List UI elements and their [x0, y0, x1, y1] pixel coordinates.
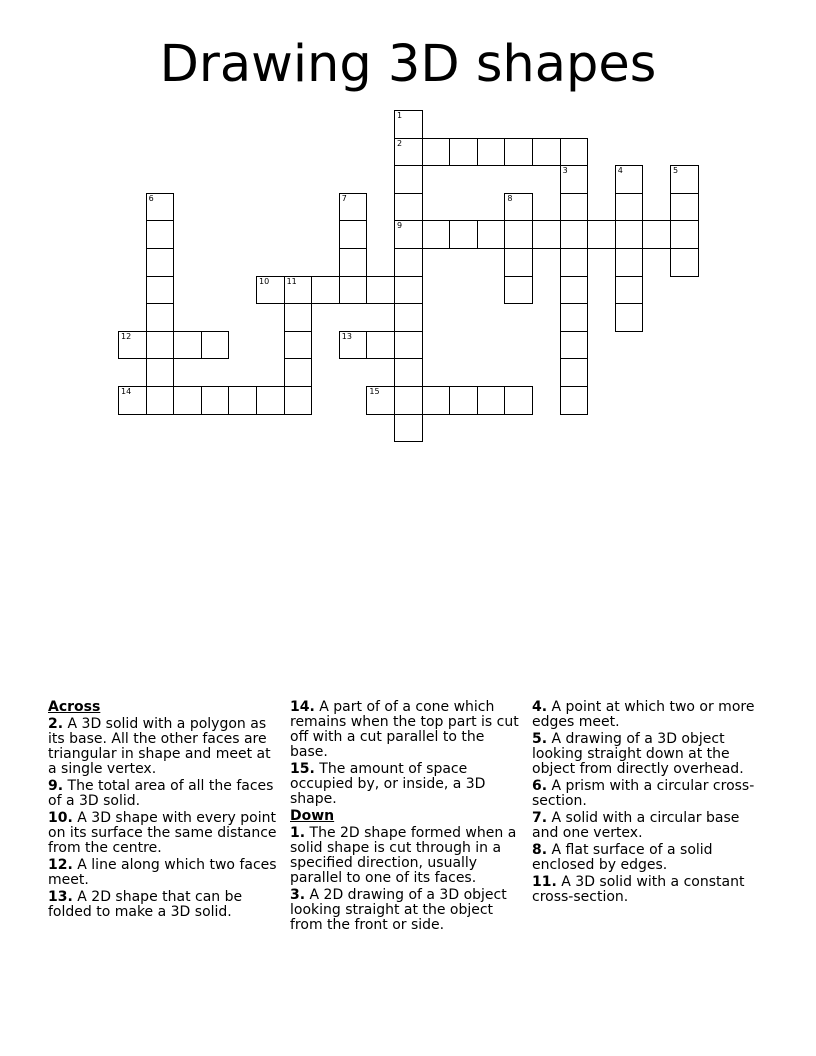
grid-cell[interactable]	[560, 386, 589, 415]
grid-cell[interactable]	[670, 220, 699, 249]
grid-cell[interactable]	[422, 220, 451, 249]
grid-cell[interactable]	[560, 193, 589, 222]
grid-cell[interactable]	[366, 331, 395, 360]
grid-cell[interactable]	[284, 386, 313, 415]
clues-column-3	[532, 700, 764, 907]
grid-cell[interactable]	[339, 248, 368, 277]
grid-cell[interactable]	[146, 220, 175, 249]
grid-cell[interactable]	[449, 220, 478, 249]
grid-cell[interactable]	[146, 303, 175, 332]
clue-number: 9	[397, 221, 403, 231]
grid-cell[interactable]	[173, 331, 202, 360]
grid-cell[interactable]	[670, 248, 699, 277]
grid-cell[interactable]	[477, 386, 506, 415]
grid-cell[interactable]	[146, 358, 175, 387]
clue-number: 2	[397, 138, 403, 148]
grid-cell[interactable]	[560, 248, 589, 277]
grid-cell[interactable]	[615, 248, 644, 277]
grid-cell[interactable]	[394, 386, 423, 415]
grid-cell[interactable]	[504, 220, 533, 249]
grid-cell[interactable]	[284, 276, 313, 305]
grid-cell[interactable]	[449, 386, 478, 415]
grid-cell[interactable]	[394, 248, 423, 277]
grid-cell[interactable]	[146, 248, 175, 277]
clue-number: 6	[148, 193, 154, 203]
grid-cell[interactable]	[173, 386, 202, 415]
clue-across-10: 10. A 3D shape with every point on its surface the same distance from the centre.	[48, 810, 277, 856]
grid-cell[interactable]	[339, 331, 368, 360]
clue-across-2: 2. A 3D solid with a polygon as its base. All the other faces are triangular in shape and meet at a single vertex.	[48, 716, 271, 777]
grid-cell[interactable]	[394, 165, 423, 194]
grid-cell[interactable]	[394, 414, 423, 443]
grid-cell[interactable]	[339, 193, 368, 222]
grid-cell[interactable]	[560, 220, 589, 249]
clue-across-12: 12. A line along which two faces meet.	[48, 857, 277, 888]
grid-cell[interactable]	[118, 331, 147, 360]
clue-number: 15	[369, 387, 380, 396]
grid-cell[interactable]	[449, 138, 478, 167]
clue-number: 10	[259, 276, 270, 286]
grid-cell[interactable]	[394, 110, 423, 139]
grid-cell[interactable]	[560, 358, 589, 387]
crossword-grid	[0, 0, 816, 460]
clue-number: 3	[562, 166, 568, 176]
grid-cell[interactable]	[504, 386, 533, 415]
grid-cell[interactable]	[422, 386, 451, 415]
grid-cell[interactable]	[394, 331, 423, 360]
grid-cell[interactable]	[394, 220, 423, 249]
grid-cell[interactable]	[504, 193, 533, 222]
grid-cell[interactable]	[532, 220, 561, 249]
grid-cell[interactable]	[118, 386, 147, 415]
grid-cell[interactable]	[394, 276, 423, 305]
clue-number: 7	[341, 193, 347, 203]
grid-cell[interactable]	[670, 165, 699, 194]
clues-column-1	[48, 700, 280, 922]
clue-number: 5	[673, 166, 679, 176]
clue-down-6: 6. A prism with a circular cross-section.	[532, 778, 755, 809]
grid-cell[interactable]	[670, 193, 699, 222]
grid-cell[interactable]	[201, 331, 230, 360]
page-title: Drawing 3D shapes	[159, 35, 657, 94]
clues-column-2	[290, 700, 522, 935]
grid-cell[interactable]	[615, 165, 644, 194]
clue-number: 11	[286, 276, 297, 286]
down-heading: Down	[290, 808, 335, 824]
grid-cell[interactable]	[146, 193, 175, 222]
grid-cell[interactable]	[339, 220, 368, 249]
grid-cell[interactable]	[560, 276, 589, 305]
clue-number: 4	[617, 166, 623, 176]
grid-cell[interactable]	[504, 138, 533, 167]
grid-cell[interactable]	[146, 276, 175, 305]
grid-cell[interactable]	[560, 165, 589, 194]
clue-down-11: 11. A 3D solid with a constant cross-section.	[532, 874, 745, 905]
clue-number: 13	[341, 331, 352, 341]
clue-down-8: 8. A flat surface of a solid enclosed by edges.	[532, 842, 713, 873]
grid-cell[interactable]	[422, 138, 451, 167]
clue-down-5: 5. A drawing of a 3D object looking straight down at the object from directly overhead.	[532, 731, 744, 777]
grid-cell[interactable]	[146, 331, 175, 360]
clue-across-13: 13. A 2D shape that can be folded to make a 3D solid.	[48, 889, 243, 920]
across-heading: Across	[48, 699, 101, 715]
grid-cell[interactable]	[256, 386, 285, 415]
grid-cell[interactable]	[504, 248, 533, 277]
grid-cell[interactable]	[366, 386, 395, 415]
grid-cell[interactable]	[146, 386, 175, 415]
clue-across-9: 9. The total area of all the faces of a 3D solid.	[48, 778, 274, 809]
clue-number: 8	[507, 193, 513, 203]
grid-cell[interactable]	[615, 220, 644, 249]
grid-cell[interactable]	[394, 138, 423, 167]
grid-cell[interactable]	[256, 276, 285, 305]
grid-cell[interactable]	[560, 138, 589, 167]
grid-cell[interactable]	[642, 220, 671, 249]
clue-across-15: 15. The amount of space occupied by, or inside, a 3D shape.	[290, 761, 486, 807]
grid-cell[interactable]	[560, 331, 589, 360]
grid-cell[interactable]	[394, 193, 423, 222]
clue-down-4: 4. A point at which two or more edges meet.	[532, 699, 755, 730]
clue-down-7: 7. A solid with a circular base and one vertex.	[532, 810, 740, 841]
grid-cell[interactable]	[339, 276, 368, 305]
grid-cell[interactable]	[532, 138, 561, 167]
grid-cell[interactable]	[284, 331, 313, 360]
grid-cell[interactable]	[587, 220, 616, 249]
grid-cell[interactable]	[311, 276, 340, 305]
grid-cell[interactable]	[477, 220, 506, 249]
grid-cell[interactable]	[615, 193, 644, 222]
grid-cell[interactable]	[394, 358, 423, 387]
clue-down-1: 1. The 2D shape formed when a solid shape is cut through in a specified direction, usually parallel to one of its faces.	[290, 825, 517, 886]
clue-number: 12	[121, 331, 132, 341]
grid-cell[interactable]	[284, 358, 313, 387]
clue-down-3: 3. A 2D drawing of a 3D object looking straight at the object from the front or side.	[290, 887, 507, 933]
clue-across-14: 14. A part of of a cone which remains when the top part is cut off with a cut parallel to the base.	[290, 699, 519, 760]
grid-cell[interactable]	[477, 138, 506, 167]
grid-cell[interactable]	[615, 303, 644, 332]
grid-cell[interactable]	[228, 386, 257, 415]
grid-cell[interactable]	[201, 386, 230, 415]
grid-cell[interactable]	[284, 303, 313, 332]
grid-cell[interactable]	[560, 303, 589, 332]
clue-number: 1	[397, 111, 403, 120]
clue-number: 14	[121, 387, 132, 396]
grid-cell[interactable]	[615, 276, 644, 305]
grid-cell[interactable]	[394, 303, 423, 332]
grid-cell[interactable]	[504, 276, 533, 305]
grid-cell[interactable]	[366, 276, 395, 305]
